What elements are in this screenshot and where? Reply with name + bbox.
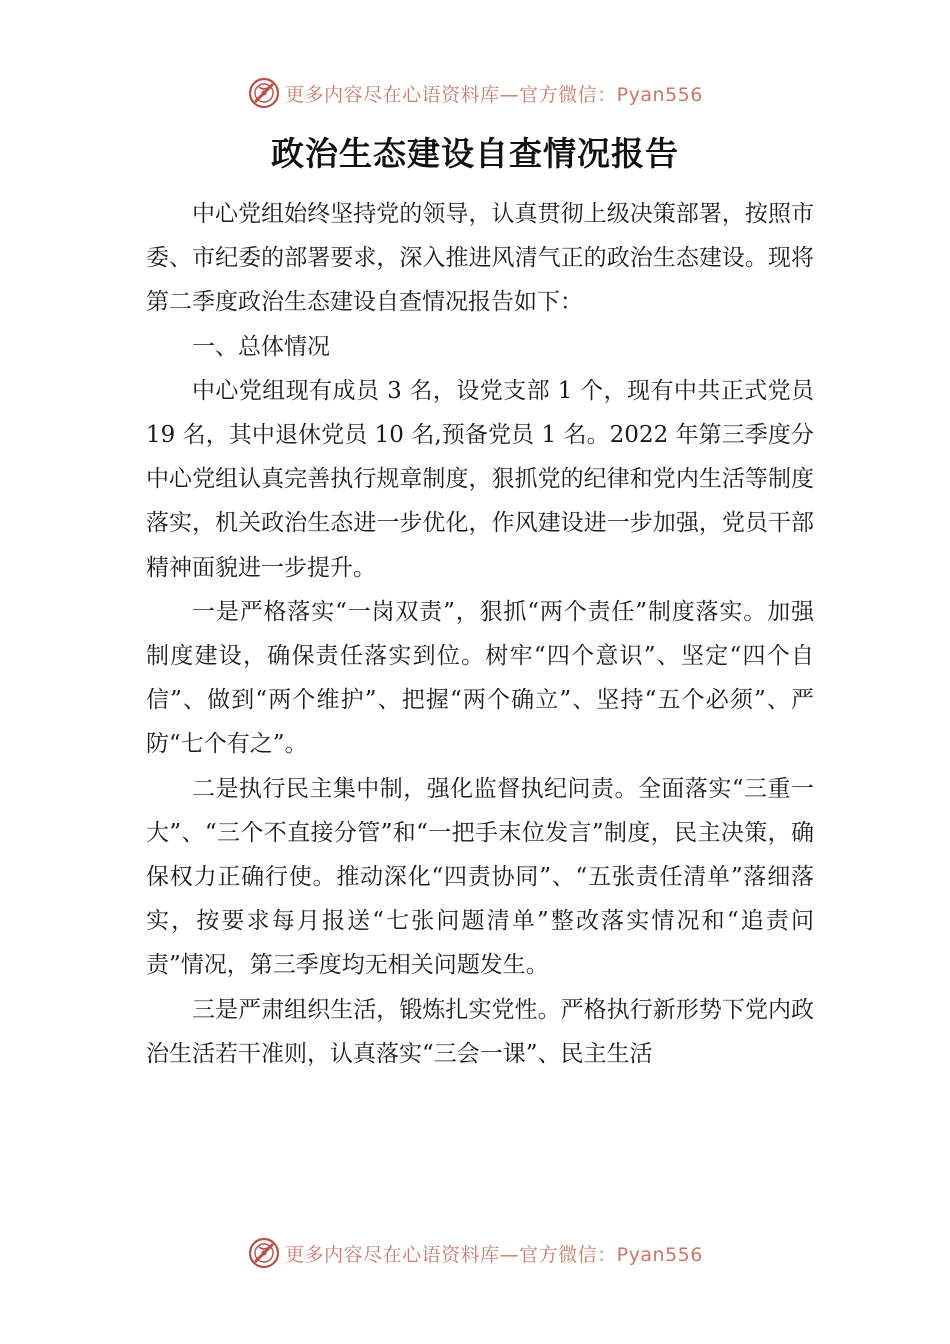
paragraph-intro: 中心党组始终坚持党的领导，认真贯彻上级决策部署，按照市委、市纪委的部署要求，深入推进风清气正的政治生态建设。现将第二季度政治生态建设自查情况报告如下： bbox=[146, 201, 814, 316]
document-body bbox=[146, 192, 814, 1076]
paragraph-point-one: 一是严格落实“一岗双责”，狠抓“两个责任”制度落实。加强制度建设，确保责任落实到位。树牢“四个意识”、坚定“四个自信”、做到“两个维护”、把握“两个确立”、坚持“五个必须”、严防“七个有之”。 bbox=[146, 598, 814, 758]
header-watermark bbox=[0, 73, 950, 113]
watermark-text: 更多内容尽在心语资料库—官方微信：Pyan556 bbox=[285, 1243, 703, 1266]
paragraph-overview: 中心党组现有成员 3 名，设党支部 1 个，现有中共正式党员 19 名，其中退休党员 10 名,预备党员 1 名。2022 年第三季度分中心党组认真完善执行规章制度，狠抓党的纪律和党内生活等制度落实，机关政治生态进一步优化，作风建设进一步加强，党员干部精神面貌进一步提升。 bbox=[146, 377, 814, 581]
footer-watermark bbox=[0, 1233, 950, 1273]
seal-logo-icon bbox=[247, 1236, 281, 1270]
document-title: 政治生态建设自查情况报告 bbox=[271, 134, 679, 173]
section-heading-overall: 一、总体情况 bbox=[192, 333, 330, 360]
watermark-text: 更多内容尽在心语资料库—官方微信：Pyan556 bbox=[285, 83, 703, 106]
paragraph-point-three: 三是严肃组织生活，锻炼扎实党性。严格执行新形势下党内政治生活若干准则，认真落实“三会一课”、民主生活 bbox=[146, 996, 814, 1067]
paragraph-point-two: 二是执行民主集中制，强化监督执纪问责。全面落实“三重一大”、“三个不直接分管”和“一把手末位发言”制度，民主决策，确保权力正确行使。推动深化“四责协同”、“五张责任清单”落细落实，按要求每月报送“七张问题清单”整改落实情况和“追责问责”情况，第三季度均无相关问题发生。 bbox=[146, 775, 814, 979]
seal-logo-icon bbox=[247, 76, 281, 110]
